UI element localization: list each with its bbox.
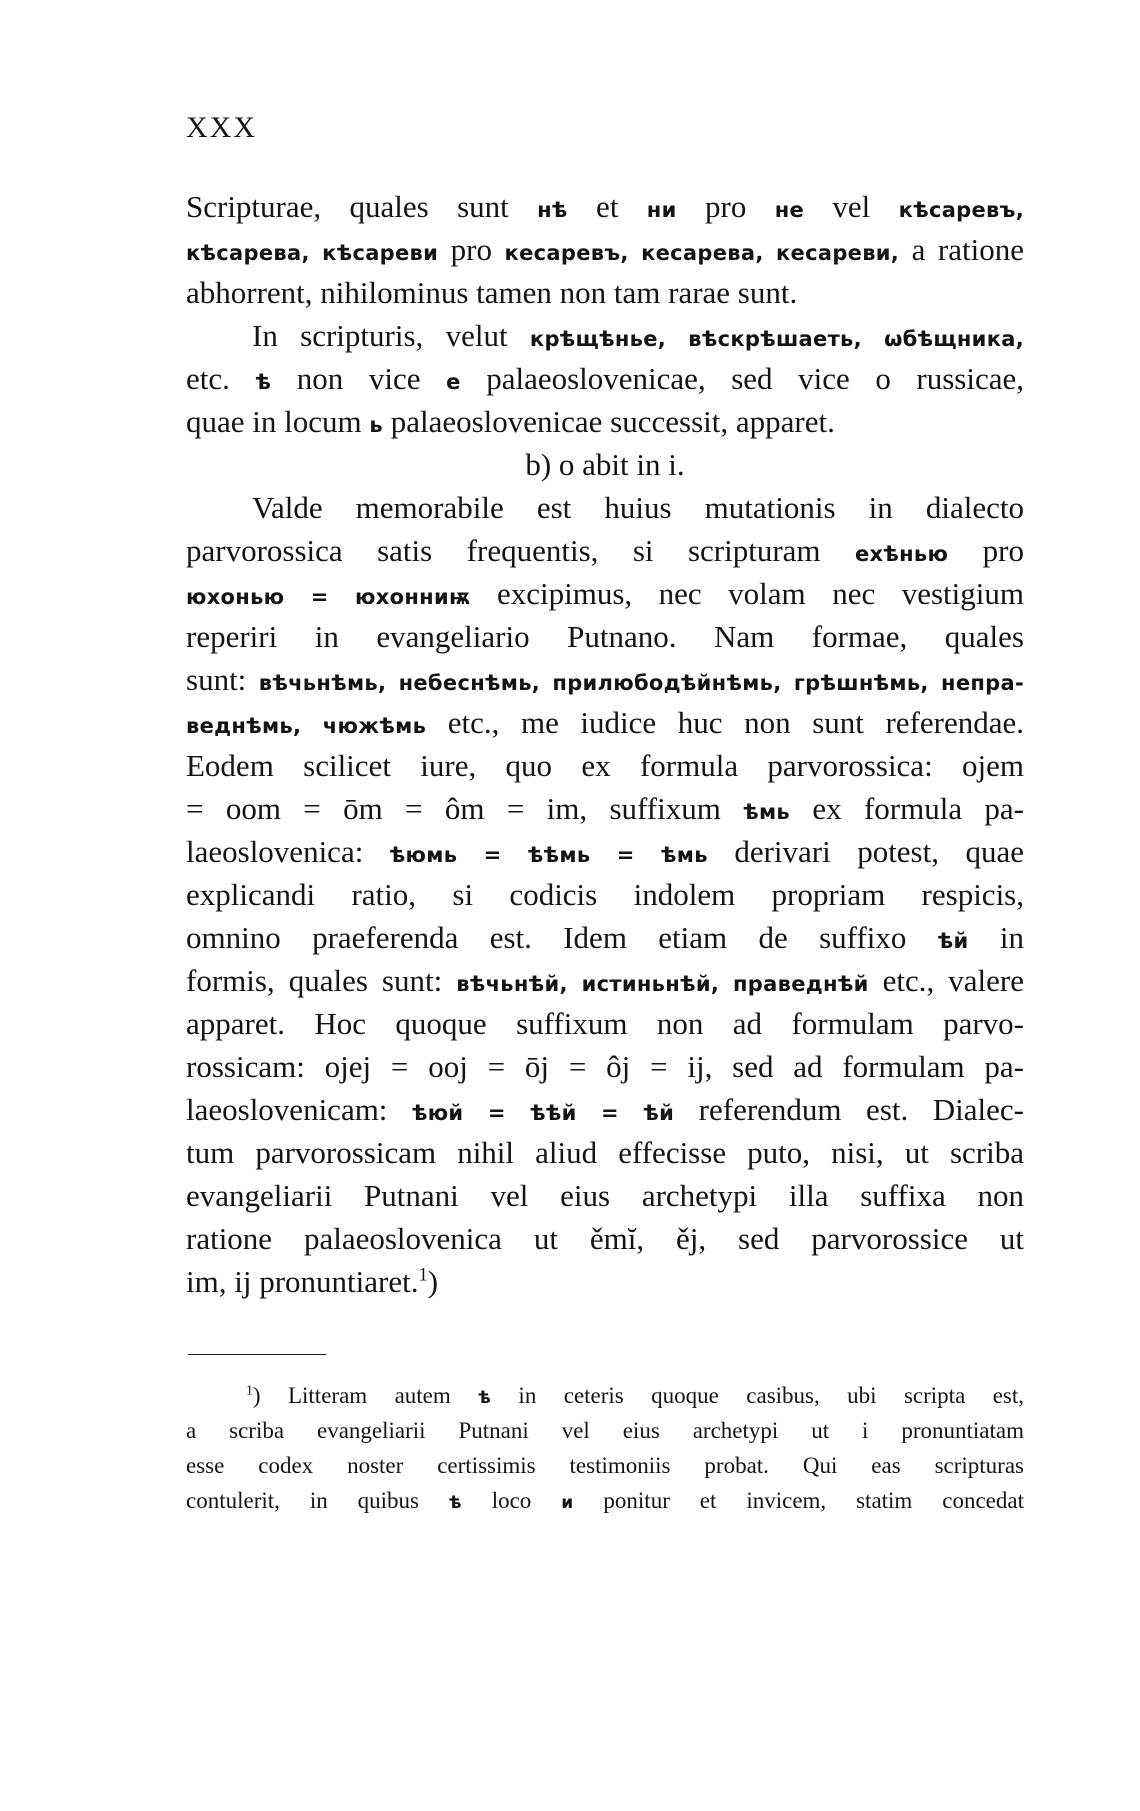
- text-line: [186, 873, 1024, 916]
- latin-text: rossicam: ojej = ooj = ōj = ôj = ij, sed ad formulam pa-: [186, 1049, 1024, 1084]
- slavonic-word: кесаревъ, кесарева, кесареви,: [504, 241, 900, 265]
- footnote-divider: [188, 1354, 326, 1355]
- slavonic-word: ѣй: [937, 929, 969, 953]
- latin-text: vel: [804, 189, 899, 224]
- latin-text: In scripturis, velut: [252, 318, 530, 353]
- text-line: [186, 615, 1024, 658]
- slavonic-word: ь: [369, 413, 383, 437]
- footnote-number: 1: [246, 1382, 253, 1398]
- latin-text: reperiri in evangeliario Putnano. Nam formae, quales: [186, 619, 1024, 654]
- text-line: [186, 572, 1024, 615]
- slavonic-word: ѣюй = ѣѣй = ѣй: [411, 1101, 675, 1125]
- latin-text: a scriba evangeliarii Putnani vel eius archetypi ut i pronuntiatam: [186, 1418, 1024, 1443]
- latin-text: im, ij pronuntiaret.: [186, 1264, 419, 1299]
- footnote: [186, 1378, 1024, 1518]
- slavonic-word: вѣчьнѣй, истиньнѣй, праведнѣй: [456, 972, 869, 996]
- latin-text: pro: [948, 533, 1024, 568]
- latin-text: quae in locum: [186, 404, 370, 439]
- slavonic-word: и: [561, 1493, 574, 1513]
- latin-text: ) Litteram autem: [252, 1383, 479, 1408]
- slavonic-word: ѣ: [478, 1388, 492, 1408]
- latin-text: laeoslovenica:: [186, 834, 390, 869]
- text-line: [186, 1131, 1024, 1174]
- latin-text: formis, quales sunt:: [186, 963, 457, 998]
- latin-text: Valde memorabile est huius mutationis in dialecto: [252, 490, 1024, 525]
- latin-text: ponitur et invicem, statim concedat: [573, 1488, 1024, 1513]
- slavonic-word: нѣ: [537, 198, 568, 222]
- footnote-line: [186, 1378, 1024, 1413]
- slavonic-word: ѣюмь = ѣѣмь = ѣмь: [389, 843, 708, 867]
- text-line: [186, 1174, 1024, 1217]
- latin-text: = oom = ōm = ôm = im, suffixum: [186, 791, 744, 826]
- latin-text: ex formula pa-: [790, 791, 1024, 826]
- slavonic-word: кѣсаревъ,: [898, 198, 1024, 222]
- latin-text: Eodem scilicet iure, quo ex formula parvorossica: ojem: [186, 748, 1024, 783]
- latin-text: explicandi ratio, si codicis indolem propriam respicis,: [186, 877, 1024, 912]
- main-text: [186, 185, 1024, 1303]
- slavonic-word: крѣщѣнье, вѣскрѣшаеть, ѡбѣщника,: [529, 327, 1024, 351]
- latin-text: excipimus, nec volam nec vestigium: [470, 576, 1024, 611]
- latin-text: laeoslovenicam:: [186, 1092, 412, 1127]
- heading-text: b) o abit in i.: [525, 447, 685, 482]
- latin-text: palaeoslovenicae successit, apparet.: [382, 404, 835, 439]
- slavonic-word: ѣ: [255, 370, 272, 394]
- footnote-line: [186, 1413, 1024, 1448]
- text-line: [186, 529, 1024, 572]
- footnote-line: [186, 1448, 1024, 1483]
- latin-text: etc.: [186, 361, 256, 396]
- slavonic-word: веднѣмь, чюжѣмь: [186, 714, 427, 738]
- text-line: [186, 486, 1024, 529]
- latin-text: referendum est. Dialec-: [674, 1092, 1024, 1127]
- text-line: [186, 314, 1024, 357]
- latin-text: non vice: [271, 361, 447, 396]
- latin-text: pro: [438, 232, 505, 267]
- latin-text: esse codex noster certissimis testimoniis probat. Qui eas scripturas: [186, 1453, 1024, 1478]
- text-line: [186, 1088, 1024, 1131]
- latin-text: contulerit, in quibus: [186, 1488, 449, 1513]
- text-line: [186, 1002, 1024, 1045]
- text-line: [186, 400, 1024, 443]
- text-line: [186, 959, 1024, 1002]
- page-number: XXX: [186, 111, 257, 144]
- latin-text: sunt:: [186, 662, 259, 697]
- latin-text: etc., me iudice huc non sunt referendae.: [426, 705, 1024, 740]
- latin-text: ratione palaeoslovenica ut ěmĭ, ěj, sed parvorossice ut: [186, 1221, 1024, 1256]
- latin-text: loco: [461, 1488, 562, 1513]
- latin-text: etc., valere: [868, 963, 1024, 998]
- latin-text: derivari potest, quae: [707, 834, 1024, 869]
- slavonic-word: кѣсарева, кѣсареви: [186, 241, 439, 265]
- text-line: [186, 744, 1024, 787]
- latin-text: Scripturae, quales sunt: [186, 189, 538, 224]
- slavonic-word: ѣмь: [743, 800, 790, 824]
- text-line: [186, 658, 1024, 701]
- latin-text: evangeliarii Putnani vel eius archetypi illa suffixa non: [186, 1178, 1024, 1213]
- slavonic-word: не: [774, 198, 805, 222]
- text-line: [186, 1217, 1024, 1260]
- latin-text: omnino praeferenda est. Idem etiam de suffixo: [186, 920, 938, 955]
- latin-text: tum parvorossicam nihil aliud effecisse puto, nisi, ut scriba: [186, 1135, 1024, 1170]
- slavonic-word: вѣчьнѣмь, небеснѣмь, прилюбодѣйнѣмь, грѣшнѣмь, непра-: [258, 671, 1024, 695]
- text-line: [186, 701, 1024, 744]
- footnote-line: [186, 1483, 1024, 1518]
- latin-text: ): [427, 1264, 439, 1299]
- text-line: [186, 830, 1024, 873]
- text-line: [186, 916, 1024, 959]
- latin-text: palaeoslovenicae, sed vice о russicae,: [460, 361, 1024, 396]
- slavonic-word: ѣ: [448, 1493, 462, 1513]
- text-line: [186, 228, 1024, 271]
- text-line: [186, 787, 1024, 830]
- text-line: [186, 357, 1024, 400]
- slavonic-word: е: [446, 370, 461, 394]
- slavonic-word: ни: [646, 198, 677, 222]
- text-line: [186, 185, 1024, 228]
- latin-text: in ceteris quoque casibus, ubi scripta est,: [491, 1383, 1024, 1408]
- text-line: [186, 1045, 1024, 1088]
- slavonic-word: ехѣнью: [854, 542, 949, 566]
- latin-text: in: [968, 920, 1024, 955]
- latin-text: et: [567, 189, 647, 224]
- latin-text: pro: [676, 189, 775, 224]
- section-heading: [186, 443, 1024, 486]
- text-line: [186, 1260, 1024, 1303]
- footnote-marker: 1: [418, 1264, 428, 1286]
- text-line: [186, 271, 1024, 314]
- latin-text: a ratione: [899, 232, 1024, 267]
- latin-text: abhorrent, nihilominus tamen non tam rarae sunt.: [186, 275, 798, 310]
- latin-text: apparet. Hoc quoque suffixum non ad formulam parvo-: [186, 1006, 1024, 1041]
- slavonic-word: юхонью = юхонниѭ: [186, 585, 471, 609]
- latin-text: parvorossica satis frequentis, si scripturam: [186, 533, 855, 568]
